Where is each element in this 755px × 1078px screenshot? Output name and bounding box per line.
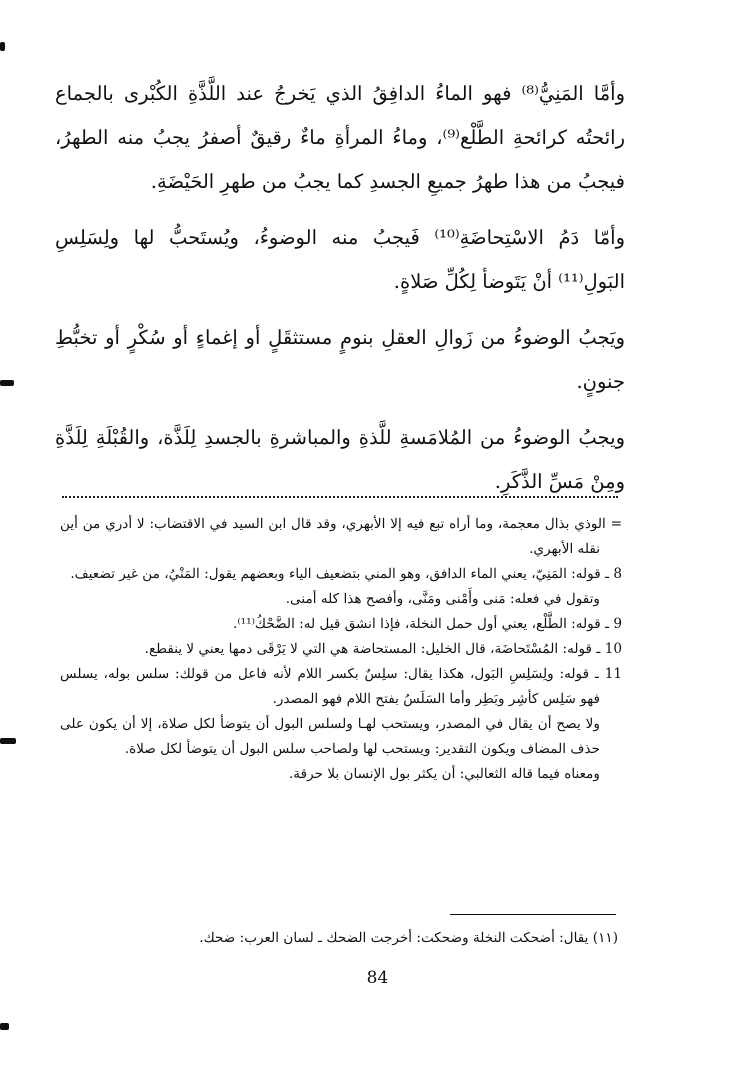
scan-mark (0, 42, 5, 51)
note-continued: = الوذي بذال معجمة، وما أراه تبع فيه إلا الأبهري، وقد قال ابن السيد في الاقتضاب: لا أدري من أين نقله الأبهري. (60, 516, 622, 557)
commentary-notes (60, 512, 622, 787)
note-11-continued: ولا يصح أن يقال في المصدر، ويستحب لهـا ولسلس البول أن يتوضأ لكل صلاة، إلا أن يكون على حذف المضاف ويكون التقدير: ويستحب لها ولصاحب سلس البول أن يتوضأ لكل صلاة. (60, 716, 600, 757)
scan-mark (0, 380, 14, 386)
page-number: 84 (366, 968, 389, 988)
paragraph-istihada: وأمّا دَمُ الاسْتِحاضَةِ⁽¹⁰⁾ فَيجبُ منه الوضوءُ، ويُستَحبُّ لها ولِسَلِسِ البَولِ⁽¹¹⁾ أنْ يَتَوضأ لِكُلِّ صَلاةٍ. (55, 226, 625, 293)
paragraph-touching: ويجبُ الوضوءُ من المُلامَسةِ للَّذةِ والمباشرةِ بالجسدِ لِلَذَّة، والقُبْلَةِ لِلَذَّةِ ومِنْ مَسِّ الذَّكَرِ. (55, 426, 625, 493)
main-text (55, 72, 625, 516)
note-9: 9 ـ قوله: الطَّلْع، يعني أول حمل النخلة، فإذا انشق قيل له: الضَّحْكُ⁽¹¹⁾. (233, 616, 622, 632)
footnote-separator (450, 914, 616, 915)
note-11-meaning: ومعناه فيما قاله الثعالبي: أن يكثر بول الإنسان بلا حرقة. (288, 766, 600, 782)
note-8: 8 ـ قوله: المَنِيّ، يعني الماء الدافق، وهو المني بتضعيف الياء وبعضهم يقول: المَنْيُ، من غير تضعيف. (70, 566, 622, 582)
note-11: 11 ـ قوله: ولِسَلِسِ البَول، هكذا يقال: سلِسٌ بكسر اللام لأنه فاعل من قولك: سلس بوله، يسلس فهو سَلِس كأشِر وبَطِر وأما السَلَسُ بفتح اللام فهو المصدر. (60, 666, 622, 707)
dotted-separator (62, 496, 618, 498)
note-8-continued: وتقول في فعله: مَنى وأَمْنى ومَنَّى، وأفصح هذا كله أمنى. (285, 591, 600, 607)
scan-mark (0, 738, 16, 744)
scan-mark (0, 1023, 9, 1030)
footnote-11: (١١) يقال: أضحكت النخلة وضحكت: أخرجت الضحك ـ لسان العرب: ضحك. (199, 930, 618, 946)
paragraph-semen: وأمَّا المَنِيُّ⁽⁸⁾ فهو الماءُ الدافِقُ الذي يَخرجُ عند اللَّذَّةِ الكُبْرى بالجماع رائحتُه كرائحةِ الطَّلْع⁽⁹⁾، وماءُ المرأةِ ماءٌ رقيقٌ أصفرُ يجبُ منه الطهرُ، فيجبُ من هذا طهرُ جميعِ الجسدِ كما يجبُ من طهرِ الحَيْضَةِ. (55, 82, 625, 193)
paragraph-loss-of-reason: ويَجبُ الوضوءُ من زَوالِ العقلِ بنومٍ مستثقَلٍ أو إغماءٍ أو سُكْرٍ أو تخبُّطِ جنونٍ. (55, 326, 625, 393)
note-10: 10 ـ قوله: المُسْتَحاضَة، قال الخليل: المستحاضة هي التي لا يَرْقَى دمها يعني لا ينقطع. (144, 641, 622, 657)
